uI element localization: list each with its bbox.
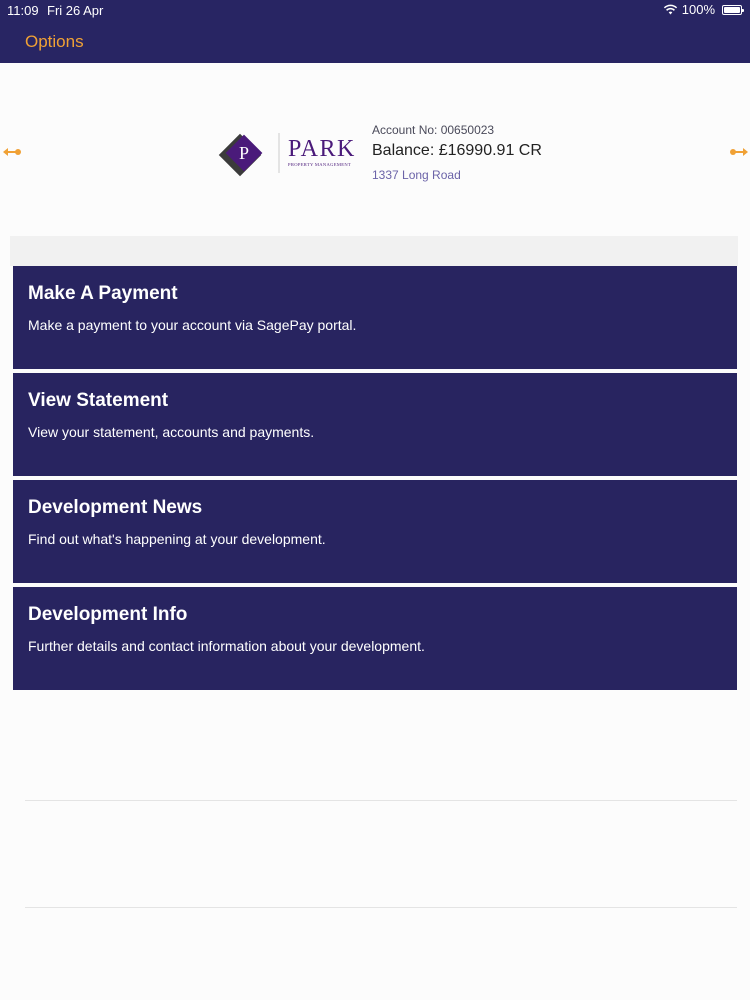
logo-tagline: PROPERTY MANAGEMENT [288, 162, 352, 167]
menu-card-view-statement[interactable] [13, 373, 737, 476]
divider [25, 907, 737, 908]
battery-icon [722, 5, 742, 15]
divider [25, 800, 737, 801]
logo-name: PARK [288, 136, 356, 162]
arrow-right-icon[interactable] [729, 145, 749, 159]
menu-card-description: Make a payment to your account via SagePay portal. [28, 317, 357, 333]
menu-card-development-info[interactable] [13, 587, 737, 690]
wifi-icon [663, 4, 678, 15]
status-bar [0, 0, 750, 20]
nav-bar [0, 20, 750, 63]
arrow-left-icon[interactable] [2, 145, 22, 159]
account-address: 1337 Long Road [372, 168, 461, 182]
park-logo [216, 131, 366, 179]
status-time: 11:09 [7, 3, 39, 18]
menu-card-title: Development Info [28, 604, 188, 625]
menu-card-description: View your statement, accounts and payments. [28, 424, 315, 440]
menu-card-title: Development News [28, 497, 203, 518]
account-balance: Balance: £16990.91 CR [372, 142, 542, 159]
account-number: Account No: 00650023 [372, 123, 495, 137]
logo-mark-letter: P [238, 143, 250, 163]
menu-card-description: Further details and contact information about your development. [28, 638, 425, 654]
section-band [10, 236, 738, 266]
menu-card-make-payment[interactable] [13, 266, 737, 369]
menu-card-description: Find out what's happening at your development. [28, 531, 326, 547]
menu-card-development-news[interactable] [13, 480, 737, 583]
options-button[interactable]: Options [25, 32, 84, 51]
menu-card-title: Make A Payment [28, 283, 178, 304]
status-date: Fri 26 Apr [47, 3, 104, 18]
status-right [663, 2, 742, 17]
menu-card-title: View Statement [28, 390, 169, 411]
battery-percent: 100% [681, 2, 715, 17]
